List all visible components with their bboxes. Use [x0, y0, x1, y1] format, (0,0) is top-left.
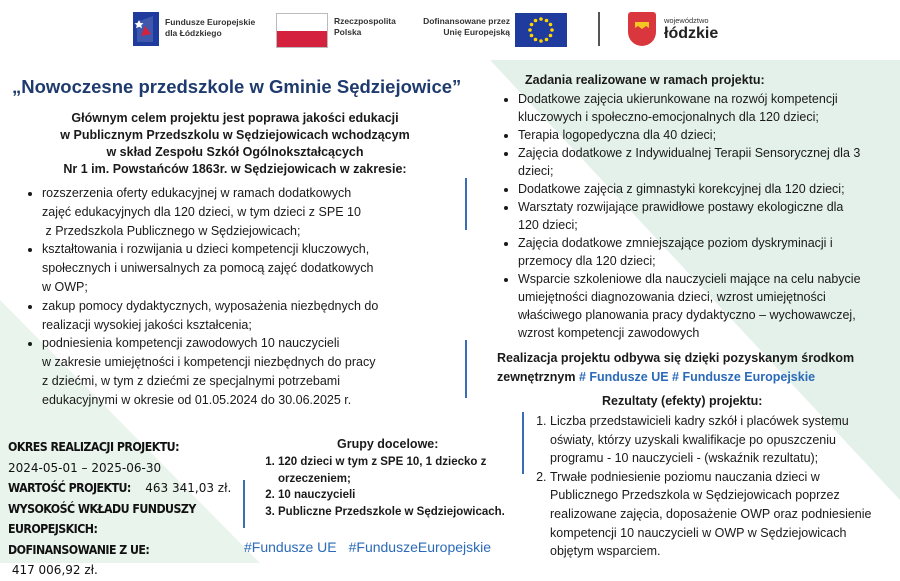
- hashtag: #FunduszeEuropejskie: [348, 539, 492, 555]
- realization-line2: zewnętrznym: [497, 369, 579, 384]
- fe-logo-line1: Fundusze Europejskie: [165, 17, 256, 27]
- tasks-heading: Zadania realizowane w ramach projektu:: [525, 73, 765, 87]
- list-item-line: rozszerzenia oferty edukacyjnej w ramach dodatkowych: [42, 186, 352, 200]
- list-item: 1. 120 dzieci w tym z SPE 10, 1 dziecko z orzeczeniem;: [278, 454, 523, 487]
- lead-line: Nr 1 im. Powstańców 1863r. w Sędziejowicach w zakresie:: [63, 162, 407, 176]
- groups-heading: Grupy docelowe:: [337, 437, 439, 451]
- lodz-logo-big: łódzkie: [664, 25, 719, 42]
- polish-flag-icon: [276, 13, 328, 48]
- list-item-line: podniesienia kompetencji zawodowych 10 nauczycieli: [42, 336, 340, 351]
- list-item: • Dodatkowe zajęcia ukierunkowane na rozwój kompetencji kluczowych i społeczno-emocjonalnych dla 120 dzieci;: [518, 90, 900, 126]
- hashtag: #Fundusze UE: [244, 539, 337, 555]
- results-heading: Rezultaty (efekty) projektu:: [602, 394, 763, 408]
- list-item-line: z dziećmi, w tym z dziećmi ze specjalnymi potrzebami: [42, 373, 340, 388]
- groups-list: [263, 454, 523, 520]
- list-item-line: z Przedszkola Publicznego w Sędziejowicach;: [42, 223, 301, 238]
- logo-bar: [0, 0, 900, 60]
- eu-flag-icon: [515, 13, 567, 47]
- page-title: „Nowoczesne przedszkole w Gminie Sędziejowice”: [12, 76, 462, 97]
- lead-line: w Publicznym Przedszkolu w Sędziejowicach wchodzącym: [60, 128, 410, 142]
- list-item: • Warsztaty rozwijające prawidłowe postawy ekologiczne dla 120 dzieci;: [518, 198, 900, 234]
- list-item: • Zajęcia dodatkowe zmniejszające poziom dyskryminacji i przemocy dla 120 dzieci;: [518, 234, 900, 270]
- list-item: • Dodatkowe zajęcia z gimnastyki korekcyjnej dla 120 dzieci;: [518, 180, 900, 198]
- tasks-list: [498, 90, 900, 342]
- list-item: 2. Trwałe podniesienie poziomu nauczania dzieci w Publicznego Przedszkola w Sędziejowicach poprzez realizowane zajęcia, doposażenie OWP oraz podniesienie kompetencji 10 nauczycieli w OWP w Sędziejowicach objętym wsparciem.: [550, 468, 900, 561]
- realization-note: [497, 349, 900, 386]
- lead-paragraph: [20, 110, 450, 178]
- project-info: [8, 437, 248, 581]
- list-item-line: zajęć edukacyjnych dla 120 dzieci, w tym dzieci z SPE 10: [42, 204, 361, 219]
- period-dates: 2024-05-01 – 2025-06-30: [8, 460, 162, 475]
- list-item: 1. Liczba przedstawicieli kadry szkół i placówek systemu oświaty, którzy uzyskali kwalifikacje po opuszczeniu programu - 10 nauczycieli - (wskaźnik rezultatu);: [550, 412, 900, 468]
- list-item: [42, 334, 444, 409]
- list-item: [42, 184, 444, 240]
- list-item: • Wsparcie szkoleniowe dla nauczycieli mające na celu nabycie umiejętności diagnozowania dzieci, wzrost umiejętności właściwego planowania pracy dydaktyczno – wychowawczej, wzrost kompetencji zawodowych: [518, 270, 900, 342]
- realization-line1: Realizacja projektu odbywa się dzięki pozyskanym środkom: [497, 351, 855, 365]
- list-item: [42, 240, 444, 296]
- list-item-line: zakup pomocy dydaktycznych, wyposażenia niezbędnych do: [42, 298, 379, 313]
- lead-line: Głównym celem projektu jest poprawa jakości edukacji: [71, 111, 399, 125]
- list-item: 3. Publiczne Przedszkole w Sędziejowicach.: [278, 504, 523, 521]
- lodz-logo-small: województwo: [664, 16, 709, 25]
- list-item-line: w OWP;: [42, 279, 88, 294]
- logo-lodzkie: [628, 12, 728, 48]
- list-item: 2. 10 nauczycieli: [278, 487, 523, 504]
- realization-hashtags: # Fundusze UE # Fundusze Europejskie: [578, 369, 816, 384]
- eu-share-label: WYSOKOŚĆ WKŁADU FUNDUSZY EUROPEJSKICH:: [8, 501, 196, 536]
- logo-divider: [598, 12, 600, 46]
- lodz-shield-icon: [628, 12, 656, 46]
- fe-star-icon: [133, 12, 159, 46]
- results-list: [530, 412, 900, 561]
- eu-logo-line2: Unię Europejską: [443, 27, 510, 37]
- eu-logo-line1: Dofinansowane przez: [423, 16, 510, 26]
- list-item-line: edukacyjnymi w okresie od 01.05.2024 do 30.06.2025 r.: [42, 392, 352, 407]
- list-item: [42, 297, 444, 335]
- accent-line: [465, 178, 467, 230]
- rp-logo-line2: Polska: [334, 27, 362, 37]
- scope-list: [24, 184, 444, 410]
- cofin-label: DOFINANSOWANIE Z UE:: [8, 542, 150, 557]
- logo-fundusze-europejskie: [133, 12, 268, 48]
- list-item-line: społecznych i uniwersalnych za pomocą zajęć dodatkowych: [42, 261, 374, 276]
- value-amount: 463 341,03 zł.: [141, 481, 232, 495]
- period-label: OKRES REALIZACJI PROJEKTU:: [8, 440, 179, 454]
- list-item: • Terapia logopedyczna dla 40 dzieci;: [518, 126, 900, 144]
- list-item-line: realizacji wysokiej jakości kształcenia;: [42, 317, 252, 332]
- lead-line: w skład Zespołu Szkół Ogólnokształcących: [106, 145, 364, 159]
- list-item-line: kształtowania i rozwijania u dzieci kompetencji kluczowych,: [42, 242, 370, 257]
- bottom-hashtags: [244, 539, 503, 555]
- value-label: WARTOŚĆ PROJEKTU:: [8, 481, 131, 495]
- list-item: • Zajęcia dodatkowe z Indywidualnej Terapii Sensorycznej dla 3 dzieci;: [518, 144, 900, 180]
- accent-line: [465, 340, 467, 398]
- rp-logo-line1: Rzeczpospolita: [334, 16, 396, 26]
- fe-logo-line2: dla Łódzkiego: [165, 28, 222, 38]
- list-item-line: w zakresie umiejętności i kompetencji niezbędnych do pracy: [42, 355, 376, 370]
- cofin-amount: 417 006,92 zł.: [8, 563, 98, 577]
